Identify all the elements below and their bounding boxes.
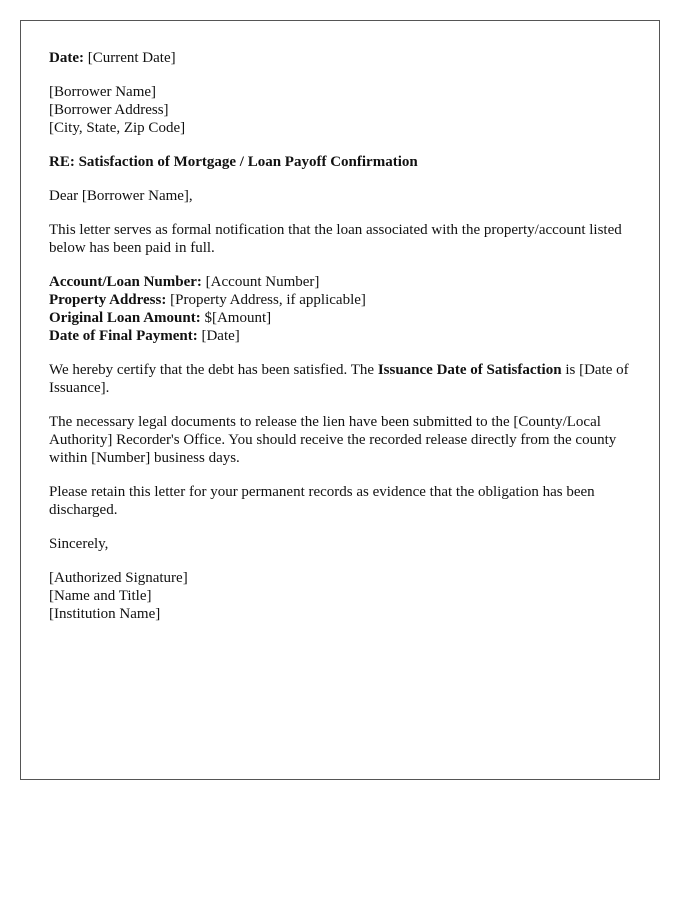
recipient-name: [Borrower Name] (49, 84, 157, 100)
detail-value: [Account Number] (201, 274, 320, 290)
detail-label: Date of Final Payment: (49, 328, 198, 344)
detail-value: [Property Address, if applicable] (166, 292, 366, 308)
detail-label: Account/Loan Number: (49, 274, 202, 290)
salutation: Dear [Borrower Name], (49, 188, 193, 204)
retain-paragraph: Please retain this letter for your permanent records as evidence that the obligation has been discharged. (49, 484, 595, 518)
detail-label: Property Address: (49, 292, 167, 308)
letter-page (20, 20, 660, 780)
detail-final-payment-date (49, 327, 631, 345)
certify-before: We hereby certify that the debt has been satisfied. The (49, 362, 378, 378)
recipient-block (49, 83, 631, 137)
date-label: Date: (49, 50, 84, 66)
loan-details (49, 273, 631, 345)
intro-paragraph: This letter serves as formal notification that the loan associated with the property/account listed below has been paid in full. (49, 222, 622, 256)
detail-property-address (49, 291, 631, 309)
detail-value: $[Amount] (200, 310, 272, 326)
detail-original-amount (49, 309, 631, 327)
institution-name: [Institution Name] (49, 606, 161, 622)
date-value: [Current Date] (83, 50, 176, 66)
signer-name-title: [Name and Title] (49, 588, 152, 604)
signature-placeholder: [Authorized Signature] (49, 570, 188, 586)
subject-text: RE: Satisfaction of Mortgage / Loan Payoff Confirmation (49, 154, 418, 170)
detail-account-number (49, 273, 631, 291)
legal-paragraph: The necessary legal documents to release the lien have been submitted to the [County/Local Authority] Recorder's Office. You should receive the recorded release directly from the county within [Number] business days. (49, 414, 617, 466)
signature-block (49, 569, 631, 623)
recipient-address: [Borrower Address] (49, 102, 169, 118)
subject-line (49, 153, 631, 171)
detail-label: Original Loan Amount: (49, 310, 201, 326)
certify-bold: Issuance Date of Satisfaction (377, 362, 562, 378)
date-line (49, 49, 631, 67)
recipient-city: [City, State, Zip Code] (49, 120, 186, 136)
certify-after: is [Date of Issuance]. (49, 362, 629, 396)
detail-value: [Date] (197, 328, 240, 344)
certify-paragraph (49, 361, 631, 397)
closing: Sincerely, (49, 536, 109, 552)
